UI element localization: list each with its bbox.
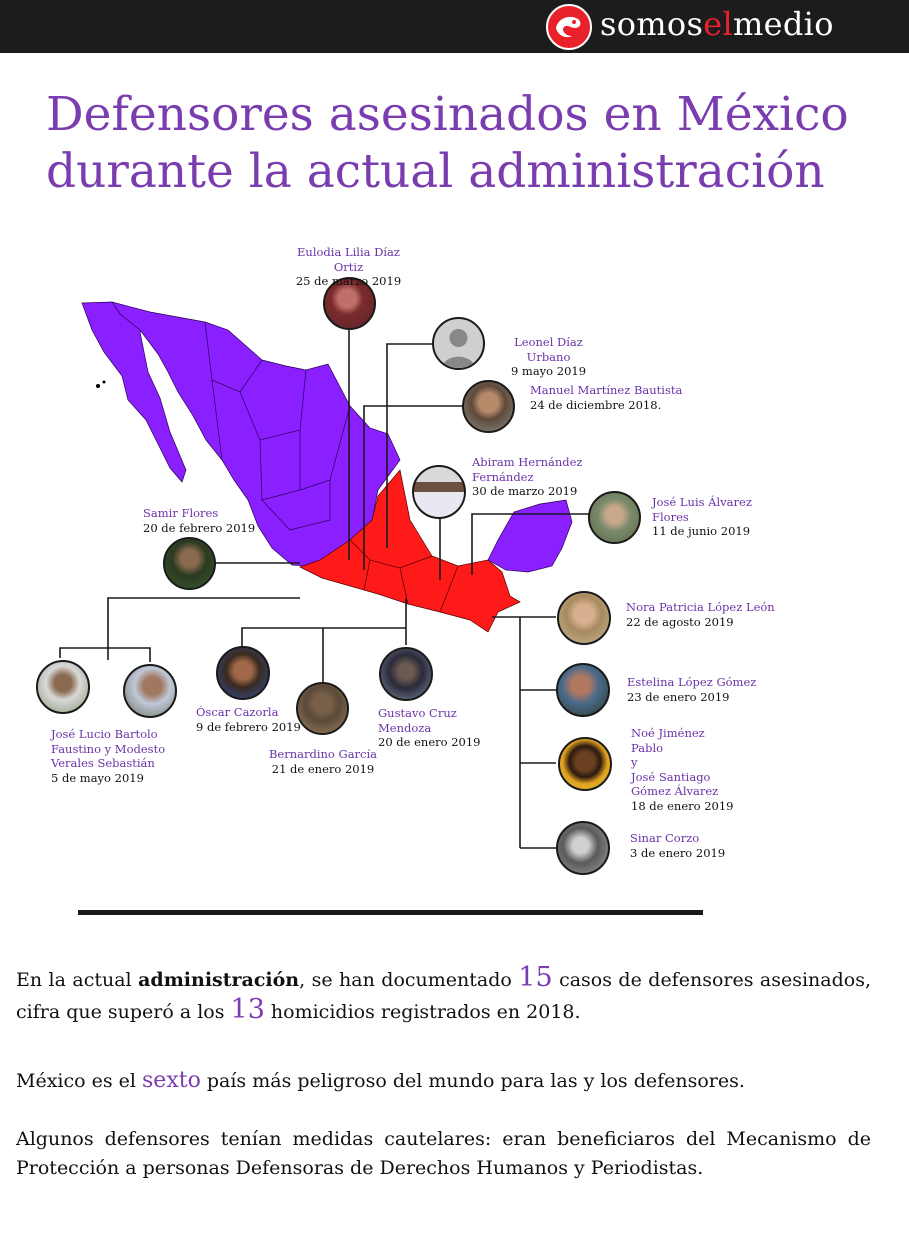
victim-photo-manuel [462,380,515,433]
title-line-1: Defensores asesinados en México [46,87,849,142]
victim-name: Noé Jiménez Pablo y José Santiago Gómez Álvarez [631,726,719,798]
victim-photo-gustavo [379,647,433,701]
text-emphasis: administración [138,969,300,991]
victim-label-bernardino [268,747,378,776]
victim-photo-oscar [216,646,270,700]
victim-date: 18 de enero 2019 [631,798,734,813]
victim-name: José Lucio Bartolo Faustino y Modesto Verales Sebastián [51,727,166,770]
highlight-number-cases: 15 [518,962,553,993]
victim-date: 9 mayo 2019 [510,364,587,378]
section-divider [78,910,703,915]
text-run: homicidios registrados en 2018. [264,1001,581,1023]
victim-label-eulodia [281,245,416,289]
highlight-sexto: sexto [142,1068,201,1093]
victim-photo-abiram [412,465,466,519]
victim-name: Abiram Hernández Fernández [472,455,583,484]
victim-date: 23 de enero 2019 [627,689,730,704]
victim-label-nora [626,600,796,629]
text-run: En la actual [16,969,139,991]
victim-date: 9 de febrero 2019 [196,719,301,734]
victim-label-gustavo [378,706,488,750]
victim-label-noe-jose-santiago [631,726,751,813]
victim-label-jose-lucio [51,727,181,785]
victim-label-jose-luis [652,495,782,539]
victim-date: 22 de agosto 2019 [626,614,734,629]
victim-label-sinar [630,831,740,860]
victim-photo-nora [557,591,611,645]
victim-label-estelina [627,675,777,704]
victim-photo-leonel-placeholder [432,317,485,370]
victim-name: Bernardino García [268,747,378,761]
victim-name: Sinar Corzo [630,831,700,845]
victim-photo-jose-luis [588,491,641,544]
victim-date: 3 de enero 2019 [630,845,726,860]
highlight-number-2018: 13 [230,994,265,1025]
victim-date: 20 de enero 2019 [378,735,481,749]
text-run: , se han documentado [299,969,519,991]
victim-date: 25 de marzo 2019 [295,274,402,288]
victim-date: 5 de mayo 2019 [51,770,144,785]
brand-word-el: el [703,5,733,43]
text-run: casos de defensores asesinados, cifra que superó a los [16,969,872,1023]
victim-name: Óscar Cazorla [196,705,279,719]
victim-label-abiram [472,455,592,499]
brand-word-somos: somos [600,5,704,43]
text-run: país más peligroso del mundo para las y los defensores. [200,1070,745,1092]
victim-label-oscar [196,705,306,734]
victim-label-manuel [530,383,700,412]
victim-name: Eulodia Lilia Díaz Ortiz [297,245,400,274]
paragraph-mechanism: Algunos defensores tenían medidas cautelares: eran beneficiaros del Mecanismo de Protección a personas Defensoras de Derechos Humanos y Periodistas. [16,1128,871,1179]
text-run: México es el [16,1070,143,1092]
victim-label-samir [143,506,263,535]
title-line-2: durante la actual administración [46,144,825,199]
victim-date: 24 de diciembre 2018. [530,397,662,412]
victim-photo-samir [163,537,216,590]
victim-name: Manuel Martínez Bautista [530,383,683,397]
victim-name: Leonel Díaz Urbano [514,335,583,364]
victim-name: Samir Flores [143,506,219,520]
paragraph-ranking [16,1066,871,1096]
victim-date: 21 de enero 2019 [271,761,375,776]
victim-name: Estelina López Gómez [627,675,757,689]
victim-date: 11 de junio 2019 [652,524,751,538]
paragraph-cases [16,963,871,1027]
victim-photo-jose-lucio [36,660,90,714]
victim-name: Nora Patricia López León [626,600,775,614]
victim-photo-noe [558,737,612,791]
victim-photo-modesto [123,664,177,718]
victim-date: 30 de marzo 2019 [472,484,578,498]
victim-date: 20 de febrero 2019 [143,520,256,535]
victim-label-leonel [491,335,606,379]
brand-word-medio: medio [733,5,834,43]
victim-name: José Luis Álvarez Flores [652,495,752,524]
victim-name: Gustavo Cruz Mendoza [378,706,457,735]
map-yucatan [488,500,572,572]
victim-photo-estelina [556,663,610,717]
victim-photo-sinar [556,821,610,875]
